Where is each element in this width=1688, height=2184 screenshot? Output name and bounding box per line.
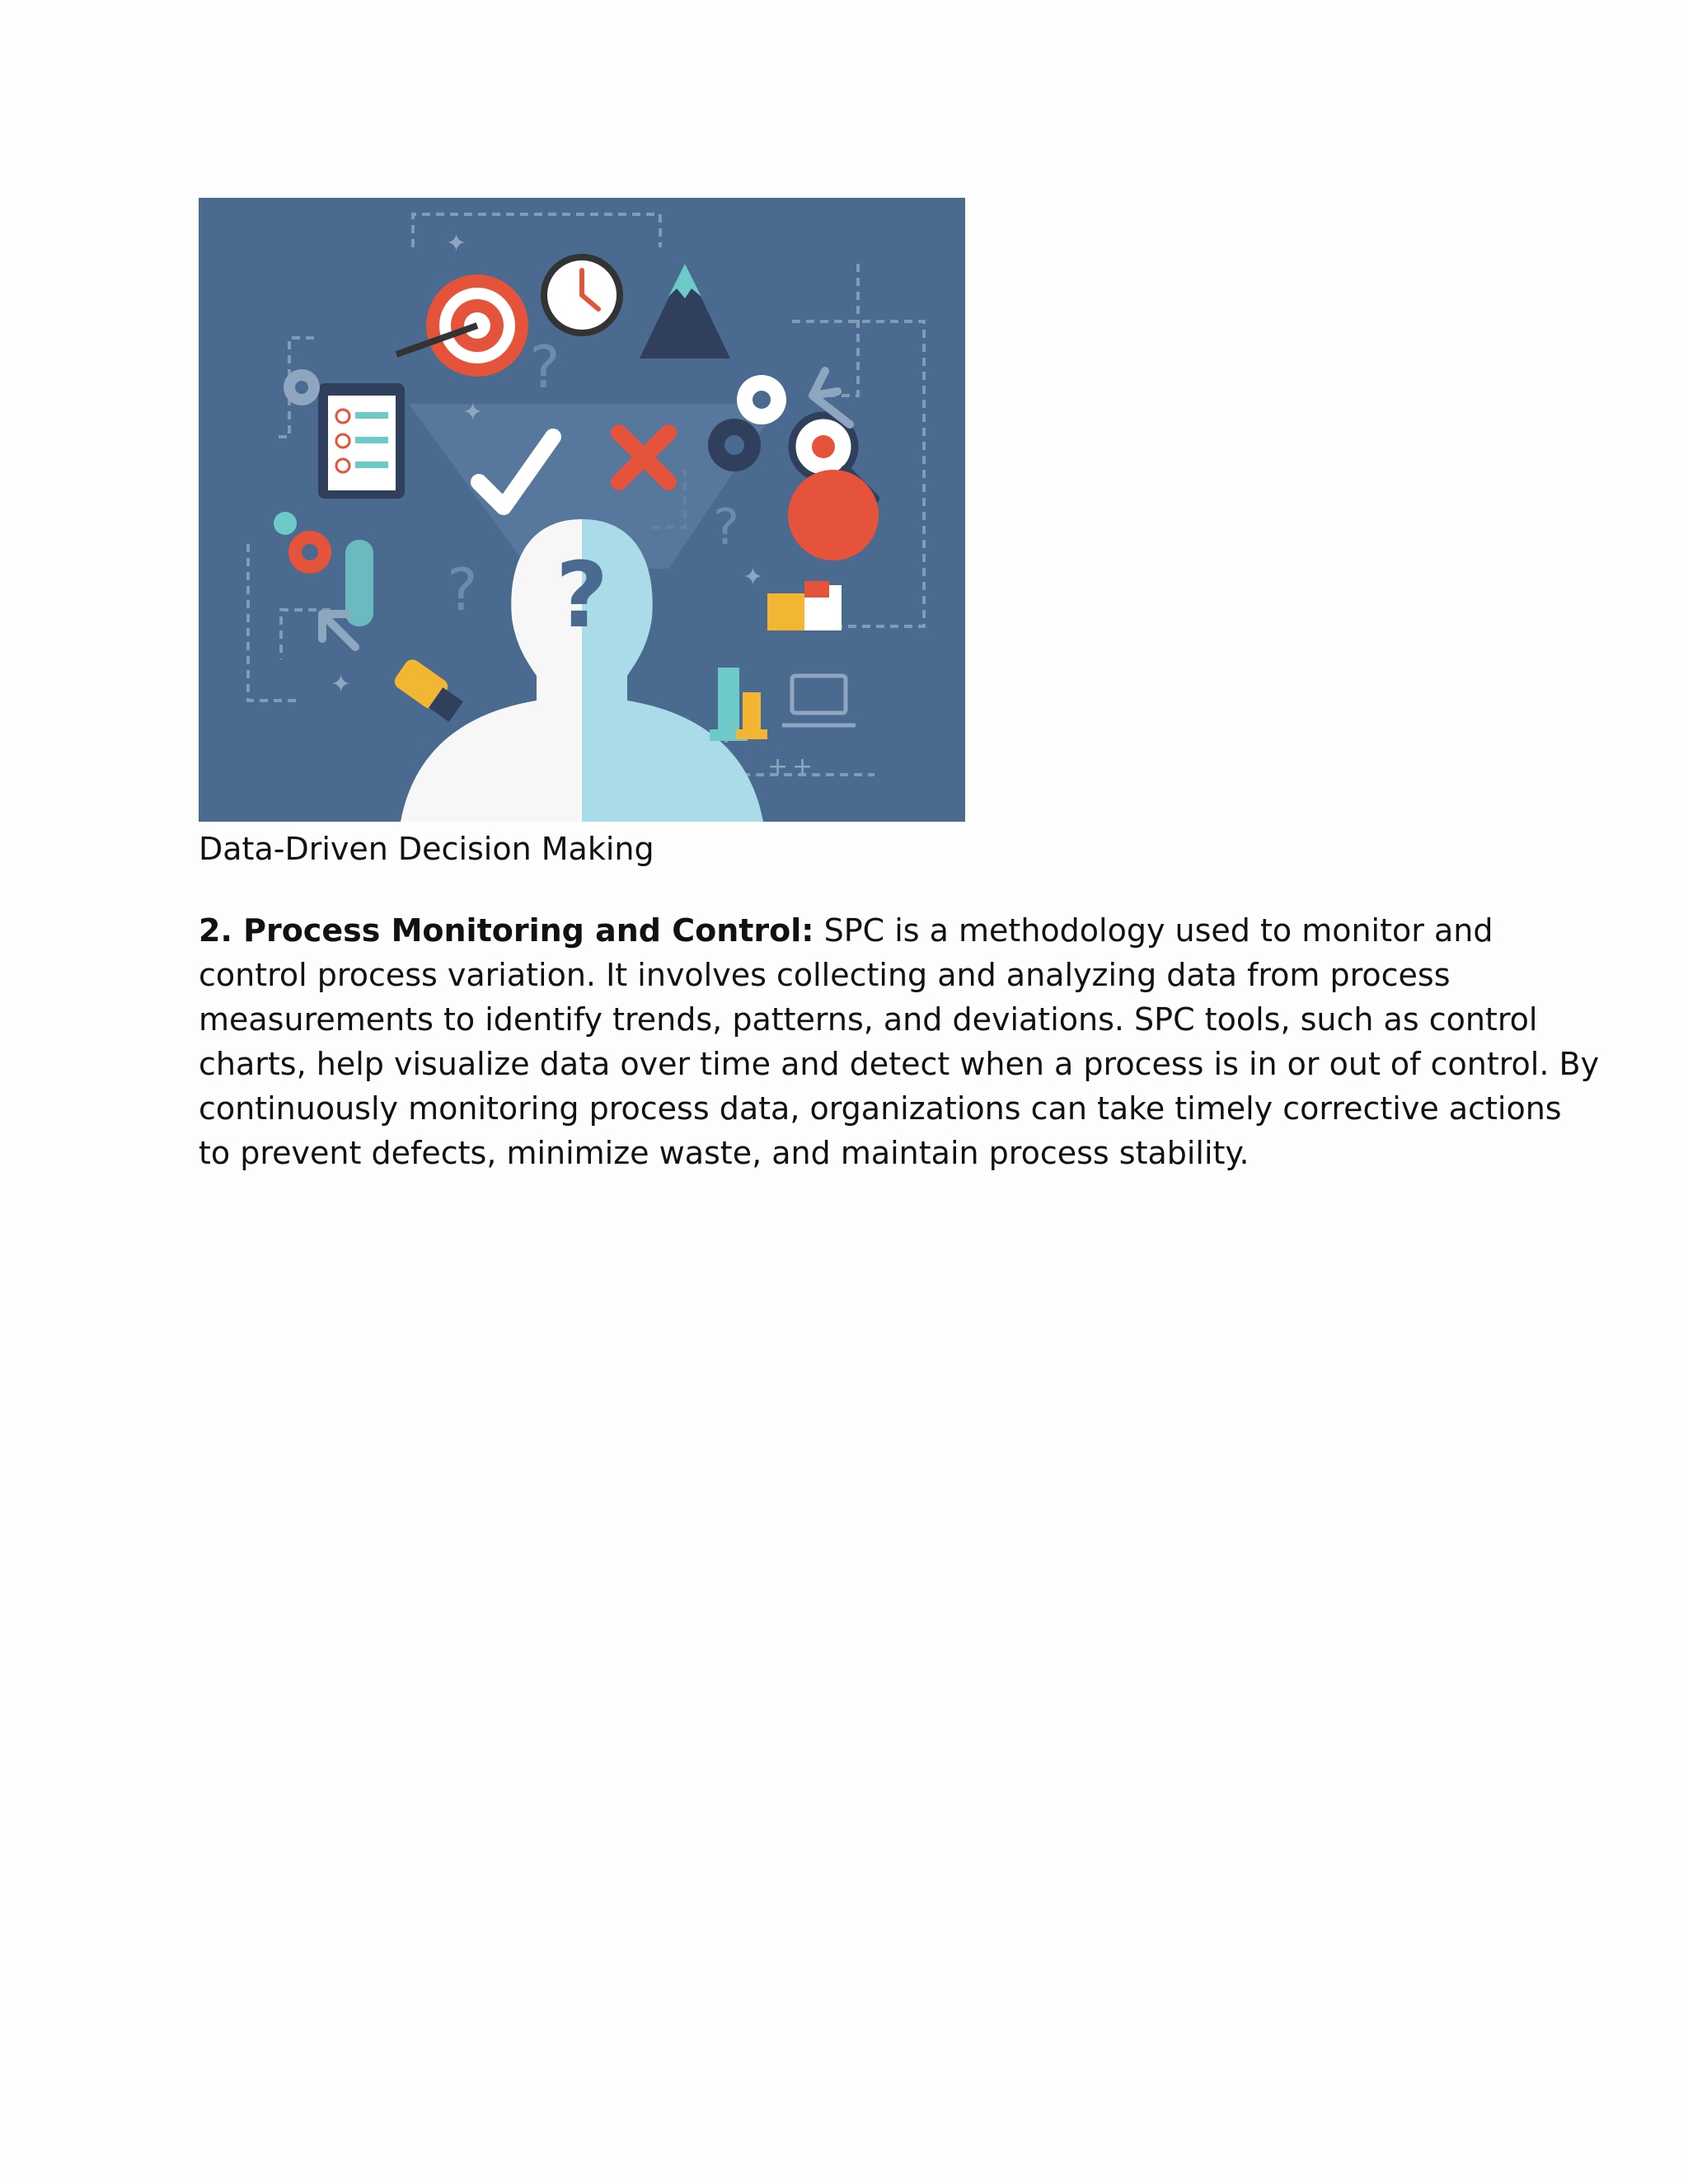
decision-making-illustration — [199, 198, 965, 822]
section-paragraph — [199, 908, 1600, 1175]
paragraph-line: measurements to identify trends, patterns, and deviations. SPC tools, such as control — [199, 1001, 1538, 1038]
svg-text:+: + — [792, 752, 814, 781]
svg-text:?: ? — [713, 499, 739, 556]
paragraph-line-text: SPC is a methodology used to monitor and — [814, 912, 1493, 949]
svg-text:✦: ✦ — [462, 398, 484, 427]
svg-text:+: + — [767, 752, 789, 781]
svg-text:✦: ✦ — [446, 229, 467, 258]
paragraph-line: continuously monitoring process data, organizations can take timely corrective actions — [199, 1090, 1562, 1127]
section-heading: 2. Process Monitoring and Control: — [199, 912, 814, 949]
svg-text:✦: ✦ — [331, 670, 352, 699]
svg-text:✦: ✦ — [743, 563, 764, 592]
svg-text:?: ? — [556, 542, 608, 648]
paragraph-line: charts, help visualize data over time and detect when a process is in or out of control. By — [199, 1046, 1600, 1082]
svg-text:?: ? — [529, 334, 560, 401]
paragraph-line — [199, 908, 1501, 953]
paragraph-line: control process variation. It involves collecting and analyzing data from process — [199, 957, 1451, 993]
figure-caption: Data-Driven Decision Making — [199, 831, 654, 867]
paragraph-line: to prevent defects, minimize waste, and maintain process stability. — [199, 1135, 1250, 1171]
svg-text:?: ? — [447, 556, 478, 624]
